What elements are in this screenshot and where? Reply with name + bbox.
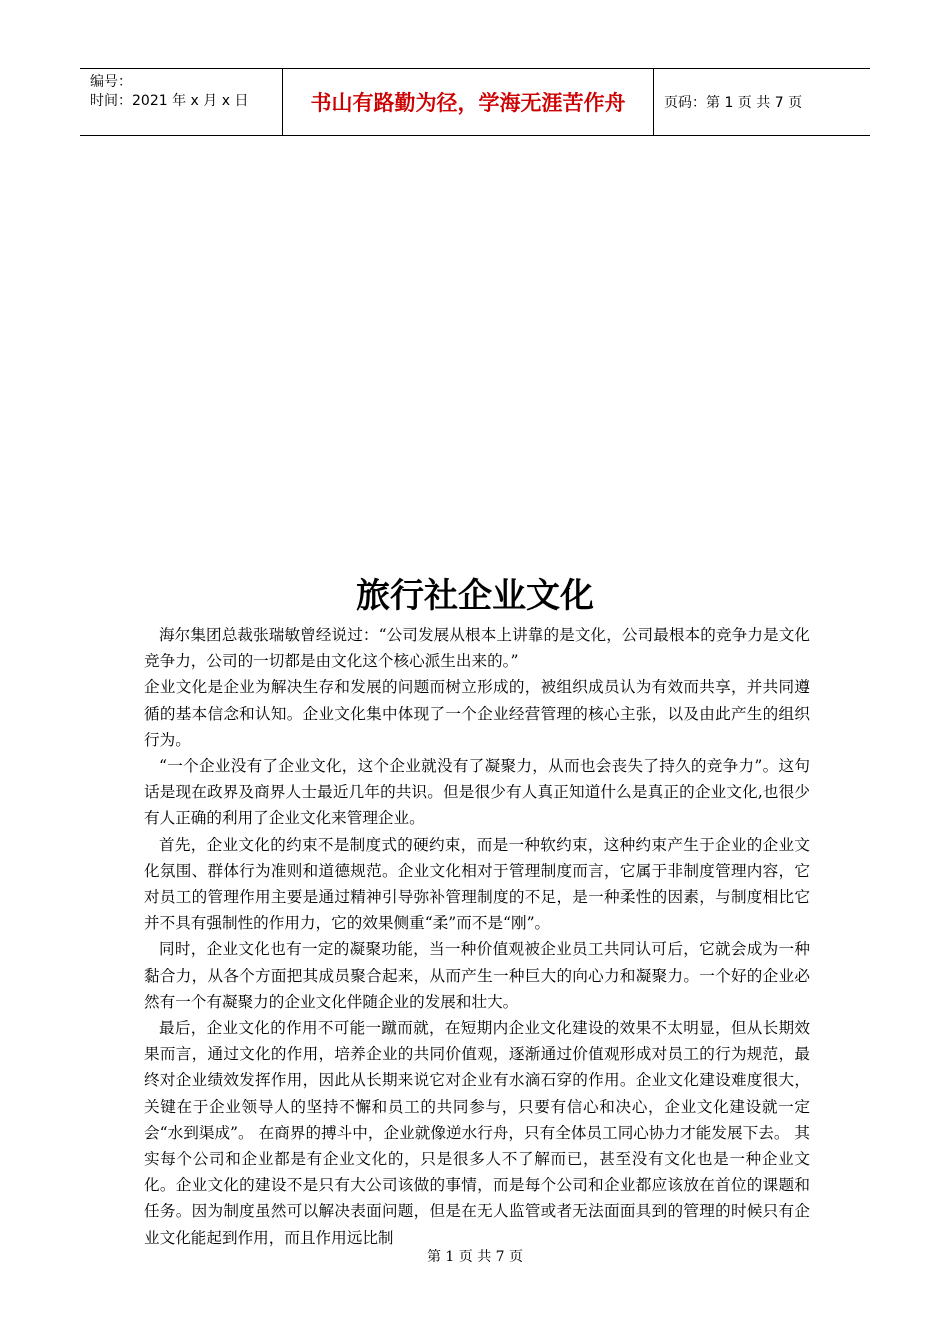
paragraph: 最后，企业文化的作用不可能一蹴而就，在短期内企业文化建设的效果不太明显，但从长期效果而言，通过文化的作用，培养企业的共同价值观，逐渐通过价值观形成对员工的行为规范，最终对企业绩效发挥作用，因此从长期来说它对企业有水滴石穿的作用。企业文化建设难度很大，关键在于企业领导人的坚持不懈和员工的共同参与，只要有信心和决心，企业文化建设就一定会“水到渠成”。 在商界的搏斗中，企业就像逆水行舟，只有全体员工同心协力才能发展下去。 其实每个公司和企业都是有企业文化的，只是很多人不了解而已，甚至没有文化也是一种企业文化。企业文化的建设不是只有大公司该做的事情，而是每个公司和企业都应该放在首位的课题和任务。因为制度虽然可以解决表面问题，但是在无人监管或者无法面面具到的管理的时候只有企业文化能起到作用，而且作用远比制 [144,1019,810,1247]
paragraph: 同时，企业文化也有一定的凝聚功能，当一种价值观被企业员工共同认可后，它就会成为一种黏合力，从各个方面把其成员聚合起来，从而产生一种巨大的向心力和凝聚力。一个好的企业必然有一个有凝聚力的企业文化伴随企业的发展和壮大。 [144,940,810,1011]
paragraph: 企业文化是企业为解决生存和发展的问题而树立形成的，被组织成员认为有效而共享，并共同遵循的基本信念和认知。企业文化集中体现了一个企业经营管理的核心主张，以及由此产生的组织行为。 [144,678,810,749]
header-meta [80,69,282,135]
paragraph: 海尔集团总裁张瑞敏曾经说过：“公司发展从根本上讲靠的是文化，公司最根本的竞争力是文化竞争力，公司的一切都是由文化这个核心派生出来的。” [144,626,810,671]
header-page-info: 页码：第 1 页 共 7 页 [664,95,803,111]
paragraph: 首先，企业文化的约束不是制度式的硬约束，而是一种软约束，这种约束产生于企业的企业文化氛围、群体行为准则和道德规范。企业文化相对于管理制度而言，它属于非制度管理内容，它对员工的管理作用主要是通过精神引导弥补管理制度的不足，是一种柔性的因素，与制度相比它并不具有强制性的作用力，它的效果侧重“柔”而不是“刚”。 [144,835,810,933]
document-body [144,622,810,1251]
page-footer: 第 1 页 共 7 页 [426,1249,524,1265]
document-header [80,68,870,136]
document-title: 旅行社企业文化 [356,576,594,616]
header-motto: 书山有路勤为径，学海无涯苦作舟 [282,69,654,135]
time-label: 时间：2021 年 x 月 x 日 [90,93,249,109]
paragraph: “一个企业没有了企业文化，这个企业就没有了凝聚力，从而也会丧失了持久的竞争力”。这句话是现在政界及商界人士最近几年的共识。但是很少有人真正知道什么是真正的企业文化,也很少有人正确的利用了企业文化来管理企业。 [144,757,810,828]
number-label: 编号： [90,74,132,90]
